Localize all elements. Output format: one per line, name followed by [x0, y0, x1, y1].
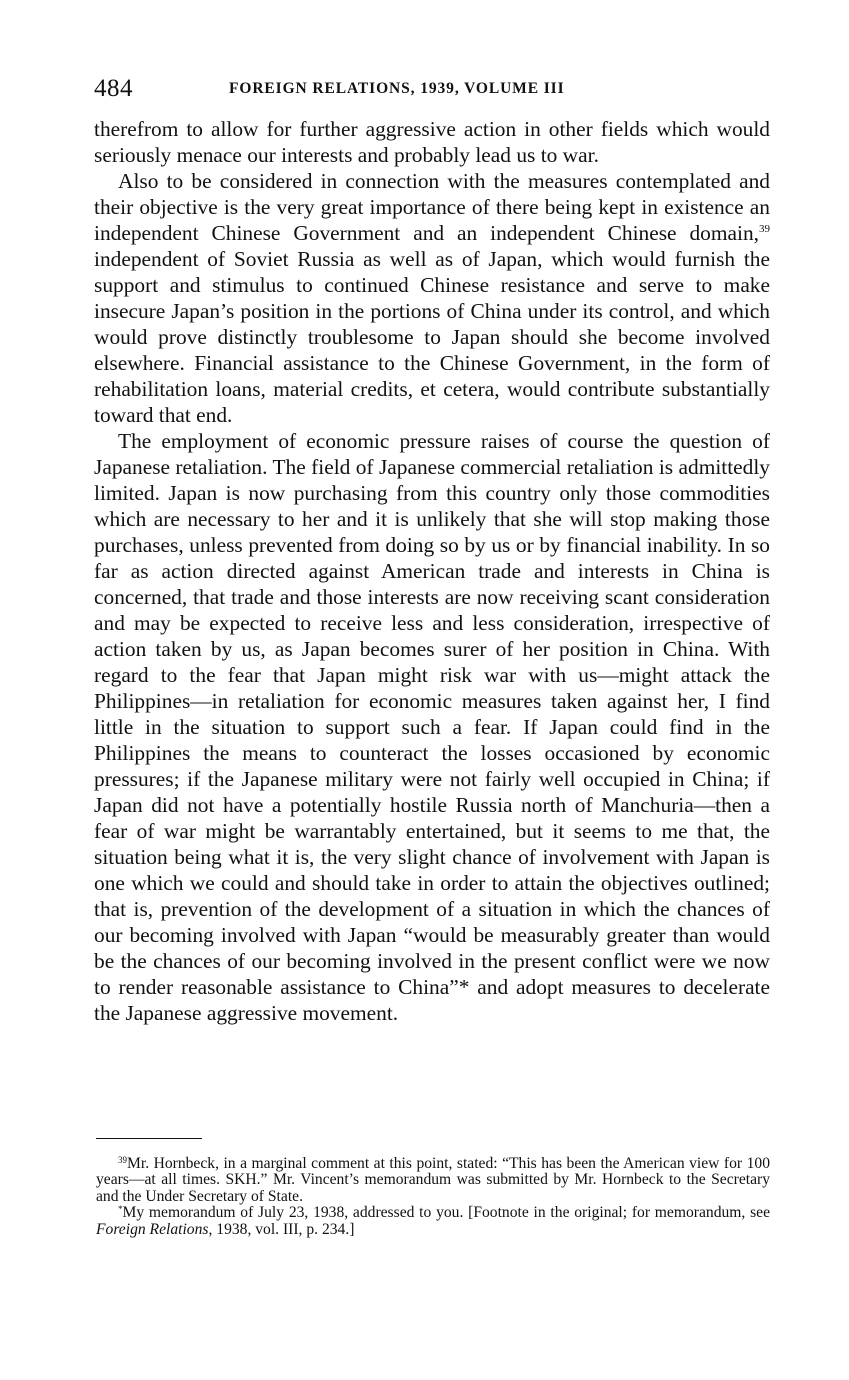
footnote-ref-39: 39: [759, 223, 770, 235]
footnote-star-italic: Foreign Relations: [96, 1220, 209, 1238]
paragraph-3: The employment of economic pressure raises of course the question of Japanese retaliation. The field of Japanese commercial retaliation is admittedly limited. Japan is now purchasing from this country only those commodities which are necessary to her and it is unlikely that she will stop making those purchases, unless prevented from doing so by us or by financial inability. In so far as action directed against American trade and interests in China is concerned, that trade and those interests are now receiving scant consideration and may be expected to receive less and less consideration, irrespective of action taken by us, as Japan becomes surer of her position in China. With regard to the fear that Japan might risk war with us—might attack the Philippines—in retaliation for economic measures taken against her, I find little in the situation to support such a fear. If Japan could find in the Philippines the means to counteract the losses occasioned by economic pressures; if the Japanese military were not fairly well occupied in China; if Japan did not have a potentially hostile Russia north of Manchuria—then a fear of war might be warrantably entertained, but it seems to me that, the situation being what it is, the very slight chance of involvement with Japan is one which we could and should take in order to attain the objectives outlined; that is, prevention of the development of a situation in which the chances of our becoming involved with Japan “would be measurably greater than would be the chances of our becoming involved in the present conflict were we now to render reasonable assistance to China”* and adopt measures to decelerate the Japanese aggressive movement.: [94, 429, 770, 1025]
paragraph-2-text-a: Also to be considered in connection with the measures contemplated and their objective is the very great importance of there being kept in existence an independent Chinese Government and an independent Chinese domain,: [94, 169, 770, 245]
page-number: 484: [94, 75, 133, 102]
footnotes: [96, 1156, 770, 1238]
body-text: [94, 116, 770, 1026]
page-header: [94, 72, 770, 106]
footnote-39: [96, 1156, 770, 1205]
paragraph-1: therefrom to allow for further aggressive action in other fields which would seriously menace our interests and probably lead us to war.: [94, 117, 770, 167]
footnote-39-mark: 39: [118, 1155, 127, 1165]
running-head: FOREIGN RELATIONS, 1939, VOLUME III: [229, 80, 565, 97]
paragraph-2-text-b: independent of Soviet Russia as well as of Japan, which would furnish the support and stimulus to continued Chinese resistance and serve to make insecure Japan’s position in the portions of China under its control, and which would prove distinctly troublesome to Japan should she become involved elsewhere. Financial assistance to the Chinese Government, in the form of rehabilitation loans, material credits, et cetera, would contribute substantially toward that end.: [94, 247, 770, 427]
footnote-star-tail: , 1938, vol. III, p. 234.]: [208, 1220, 355, 1238]
footnote-star-text: My memorandum of July 23, 1938, addressed to you. [Footnote in the original; for memorandum, see: [122, 1204, 770, 1222]
footnote-39-text: Mr. Hornbeck, in a marginal comment at this point, stated: “This has been the American view for 100 years—at all times. SKH.” Mr. Vincent’s memorandum was submitted by Mr. Hornbeck to the Secretary and the Under Secretary of State.: [96, 1155, 770, 1205]
footnote-star-mark: *: [118, 1204, 123, 1215]
footnote-star: [96, 1205, 770, 1238]
footnote-divider: [96, 1138, 202, 1139]
paragraph-2: [94, 168, 770, 428]
